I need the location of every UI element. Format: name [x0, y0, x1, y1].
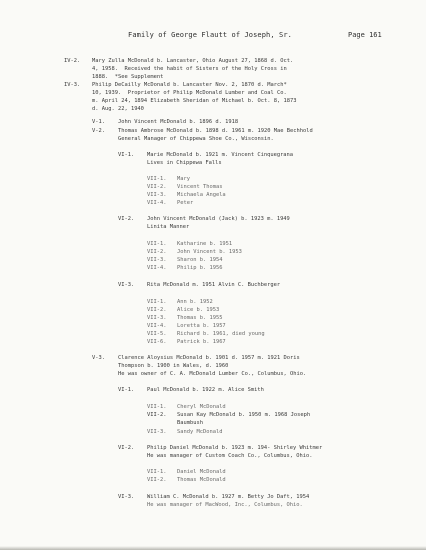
entry-code: VII-1. [147, 404, 167, 410]
entry-line: Cheryl McDonald [177, 404, 226, 410]
entry-code: VII-3. [147, 429, 167, 435]
entry-line: Sandy McDonald [177, 429, 223, 435]
entry-line: Thomas b. 1955 [177, 315, 223, 321]
entry-code: VI-2. [118, 445, 135, 451]
entry-code: VII-2. [147, 249, 167, 255]
entry-line: He was manager of MacWood, Inc., Columbus, Ohio. [147, 502, 303, 508]
entry-line: He was manager of Custom Coach Co., Columbus, Ohio. [147, 453, 313, 459]
entry-code: VII-3. [147, 192, 167, 198]
entry-line: Daniel McDonald [177, 469, 226, 475]
entry-line: Thomas Ambrose McDonald b. 1898 d. 1961 m. 1920 Mae Bechhold [118, 128, 313, 134]
entry-line: Thomas McDonald [177, 477, 226, 483]
entry-code: VII-4. [147, 265, 167, 271]
entry-code: VII-6. [147, 339, 167, 345]
entry-code: VI-1. [118, 152, 135, 158]
entry-code: V-2. [92, 128, 105, 134]
entry-line: John Vincent b. 1953 [177, 249, 242, 255]
entry-line: He was owner of C. A. McDonald Lumber Co., Columbus, Ohio. [118, 371, 307, 377]
entry-code: VII-4. [147, 323, 167, 329]
entry-line: Linita Manner [147, 224, 190, 230]
entry-line: Katharine b. 1951 [177, 241, 233, 247]
entry-code: VII-1. [147, 469, 167, 475]
entry-code: VII-2. [147, 307, 167, 313]
entry-line: William C. McDonald b. 1927 m. Betty Jo Daft, 1954 [147, 494, 310, 500]
entry-line: Alice b. 1953 [177, 307, 220, 313]
entry-line: 10, 1939. Proprietor of Philip McDonald Lumber and Coal Co. [92, 90, 287, 96]
entry-line: Baumbush [177, 420, 203, 426]
entry-code: VII-1. [147, 241, 167, 247]
entry-line: Patrick b. 1967 [177, 339, 226, 345]
entry-code: VII-1. [147, 176, 167, 182]
entry-line: 4, 1958. Received the habit of Sisters of the Holy Cross in [92, 66, 287, 72]
entry-line: Philip Daniel McDonald b. 1923 m. 194- Shirley Whitmer [147, 445, 323, 451]
entry-code: VII-1. [147, 299, 167, 305]
entry-code: IV-3. [64, 82, 81, 88]
entry-code: VI-3. [118, 282, 135, 288]
entry-line: Loretta b. 1957 [177, 323, 226, 329]
entry-line: Susan Kay McDonald b. 1950 m. 1968 Joseph [177, 412, 311, 418]
page-number: Page 161 [348, 31, 382, 39]
entry-code: VII-4. [147, 200, 167, 206]
entry-code: IV-2. [64, 58, 81, 64]
entry-line: Peter [177, 200, 194, 206]
entry-code: VI-3. [118, 494, 135, 500]
entry-line: Philip DeCailly McDonald b. Lancaster Nov. 2, 1870 d. March* [92, 82, 287, 88]
entry-line: 1888. *See Supplement [92, 74, 164, 80]
entry-code: V-3. [92, 355, 105, 361]
entry-line: d. Aug. 22, 1940 [92, 106, 144, 112]
entry-line: Ann b. 1952 [177, 299, 213, 305]
entry-line: Lives in Chippewa Falls [147, 160, 222, 166]
entry-line: Sharon b. 1954 [177, 257, 223, 263]
entry-code: VII-3. [147, 257, 167, 263]
entry-line: Marie McDonald b. 1921 m. Vincent Cinquegrana [147, 152, 294, 158]
entry-code: VII-2. [147, 412, 167, 418]
entry-line: Thompson b. 1900 in Wales, d. 1960 [118, 363, 229, 369]
entry-line: Paul McDonald b. 1922 m. Alice Smith [147, 387, 264, 393]
entry-line: Vincent Thomas [177, 184, 223, 190]
entry-code: VI-1. [118, 387, 135, 393]
entry-code: VII-2. [147, 184, 167, 190]
entry-code: V-1. [92, 119, 105, 125]
entry-code: VII-5. [147, 331, 167, 337]
entry-code: VII-2. [147, 477, 167, 483]
entry-line: John Vincent McDonald b. 1896 d. 1918 [118, 119, 239, 125]
entry-line: Rita McDonald m. 1951 Alvin C. Buchberger [147, 282, 281, 288]
entry-line: Clarence Aloysius McDonald b. 1901 d. 1957 m. 1921 Doris [118, 355, 300, 361]
scan-edge-shadow [0, 546, 426, 550]
entry-line: Philip b. 1956 [177, 265, 223, 271]
entry-line: General Manager of Chippewa Shoe Co., Wisconsin. [118, 136, 274, 142]
entry-line: Mary Zulla McDonald b. Lancaster, Ohio August 27, 1868 d. Oct. [92, 58, 294, 64]
entry-line: Michaela Angela [177, 192, 226, 198]
entry-line: Richard b. 1961, died young [177, 331, 265, 337]
entry-line: m. April 24, 1894 Elizabeth Sheridan of Michael b. Oct. 8, 1873 [92, 98, 297, 104]
page-title: Family of George Flautt of Joseph, Sr. [128, 31, 292, 39]
entry-line: John Vincent McDonald (Jack) b. 1923 m. 1949 [147, 216, 290, 222]
entry-code: VI-2. [118, 216, 135, 222]
entry-code: VII-3. [147, 315, 167, 321]
entry-line: Mary [177, 176, 190, 182]
